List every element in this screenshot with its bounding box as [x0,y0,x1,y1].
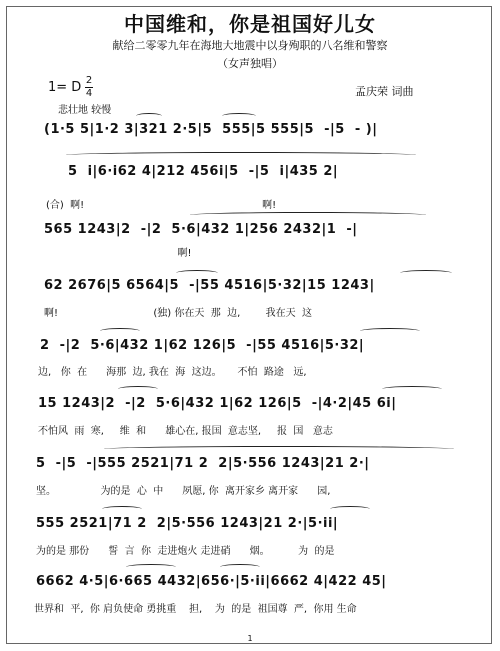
tie-mark [66,152,416,158]
notation-line: 2 -|2 5·6|432 1|62 126|5 -|55 4516|5·32| [40,338,365,353]
lyrics-line: 不怕风 雨 寒, 维 和 雄心在, 报国 意志坚, 报 国 意志 [38,426,333,437]
meter-bottom: 4 [85,88,93,99]
lyrics-line: 为的是 那份 誓 言 你 走进炮火 走进硝 烟。 为 的是 [36,546,335,557]
slur-mark [360,328,420,334]
notation-line: 15 1243|2 -|2 5·6|432 1|62 126|5 -|4·2|45 6i| [38,396,397,411]
voice-type: （女声独唱） [217,57,283,70]
tie-mark [104,446,454,452]
slur-mark [136,113,162,119]
slur-mark [222,113,256,119]
lyrics-line: 边, 你 在 海那 边, 我在 海 这边。 不怕 路途 远, [38,367,307,378]
slur-mark [100,328,140,334]
lyrics-line: (合) 啊! 啊! [46,200,277,211]
notation-line: 5 -|5 -|555 2521|71 2 2|5·556 1243|21 2·| [36,456,370,471]
time-signature [85,76,93,99]
lyrics-line: 坚。 为的是 心 中 夙愿, 你 离开家乡 离开家 园, [36,486,331,497]
key-signature: 1= D [48,80,82,95]
tie-mark [190,212,426,218]
slur-mark [220,564,260,570]
page-number: 1 [247,634,253,643]
meter-top: 2 [85,75,93,86]
notation-line: 5 i|6·i62 4|212 456i|5 -|5 i|435 2| [68,164,339,179]
composer-credit: 孟庆荣 词曲 [355,85,414,98]
notation-line: (1·5 5|1·2 3|321 2·5|5 555|5 555|5 -|5 - )| [44,122,378,137]
slur-mark [118,386,158,392]
lyrics-line: 啊! [44,248,192,259]
slur-mark [382,386,442,392]
notation-line: 6662 4·5|6·665 4432|656·|5·ii|6662 4|422 45| [36,574,387,589]
slur-mark [176,270,218,276]
lyrics-line: 啊! (独) 你在天 那 边, 我在天 这 [44,308,313,319]
song-dedication: 献给二零零九年在海地大地震中以身殉职的八名维和警察 [112,39,388,52]
notation-line: 565 1243|2 -|2 5·6|432 1|256 2432|1 -| [44,222,358,237]
notation-line: 62 2676|5 6564|5 -|55 4516|5·32|15 1243| [44,278,375,293]
slur-mark [330,506,370,512]
slur-mark [126,564,176,570]
tempo-marking: 悲壮地 较慢 [58,105,112,116]
song-title: 中国维和，你是祖国好儿女 [124,12,376,36]
notation-line: 555 2521|71 2 2|5·556 1243|21 2·|5·ii| [36,516,339,531]
slur-mark [102,506,142,512]
slur-mark [400,270,452,276]
lyrics-line: 世界和 平, 你 肩负使命 勇挑重 担, 为 的是 祖国尊 严, 你用 生命 [34,604,357,615]
